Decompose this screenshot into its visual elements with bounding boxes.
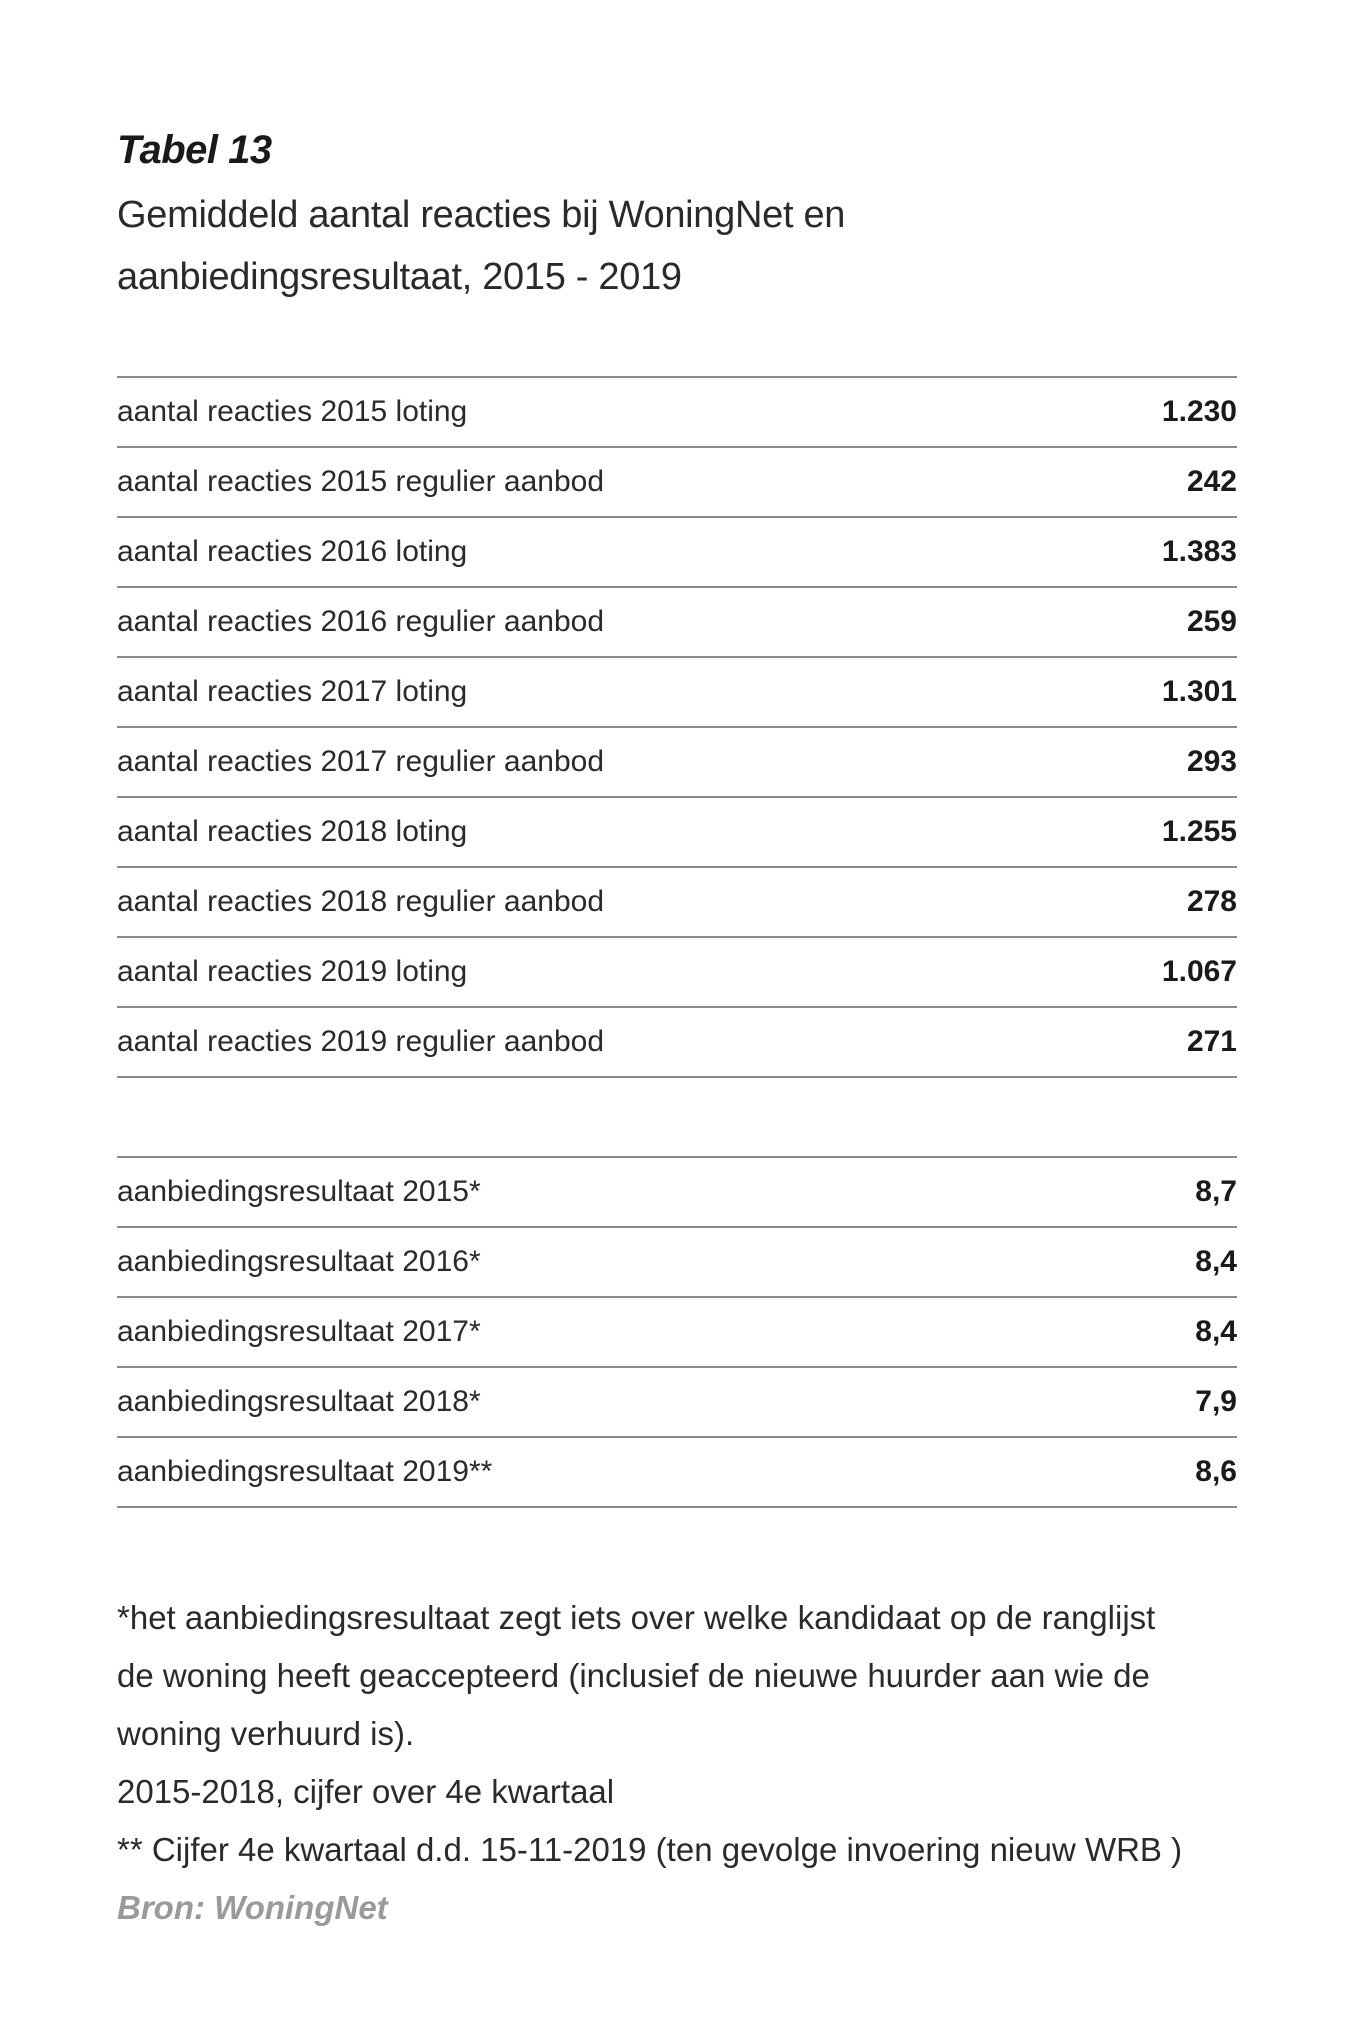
row-value: 1.067 — [1087, 937, 1237, 1007]
row-value: 1.301 — [1087, 657, 1237, 727]
source-credit: Bron: WoningNet — [117, 1889, 388, 1926]
table-row — [117, 587, 1237, 657]
row-label: aantal reacties 2016 loting — [117, 517, 1087, 587]
row-label: aantal reacties 2018 regulier aanbod — [117, 867, 1087, 937]
table-title-line-2: aanbiedingsresultaat, 2015 - 2019 — [117, 256, 682, 298]
table-row — [117, 1437, 1237, 1507]
row-value: 259 — [1087, 587, 1237, 657]
table-row — [117, 1007, 1237, 1077]
reacties-table — [117, 376, 1237, 1078]
aanbiedingsresultaat-table — [117, 1156, 1237, 1508]
row-value: 271 — [1087, 1007, 1237, 1077]
row-value: 8,6 — [1125, 1437, 1237, 1507]
footnote-line: ** Cijfer 4e kwartaal d.d. 15-11-2019 (ten gevolge invoering nieuw WRB ) — [117, 1831, 1183, 1868]
table-row — [117, 447, 1237, 517]
row-label: aanbiedingsresultaat 2016* — [117, 1227, 1125, 1297]
footnote-line: *het aanbiedingsresultaat zegt iets over welke kandidaat op de ranglijst — [117, 1599, 1156, 1636]
row-value: 278 — [1087, 867, 1237, 937]
row-value: 1.255 — [1087, 797, 1237, 867]
table-row — [117, 1157, 1237, 1227]
row-value: 8,7 — [1125, 1157, 1237, 1227]
row-label: aanbiedingsresultaat 2015* — [117, 1157, 1125, 1227]
row-value: 293 — [1087, 727, 1237, 797]
row-value: 8,4 — [1125, 1297, 1237, 1367]
row-value: 8,4 — [1125, 1227, 1237, 1297]
footnote-line: de woning heeft geaccepteerd (inclusief de nieuwe huurder aan wie de — [117, 1657, 1150, 1694]
table-row — [117, 377, 1237, 447]
footnote-line: 2015-2018, cijfer over 4e kwartaal — [117, 1773, 615, 1810]
table-row — [117, 797, 1237, 867]
table-row — [117, 727, 1237, 797]
table-row — [117, 1297, 1237, 1367]
footnote-line: woning verhuurd is). — [117, 1715, 415, 1752]
row-value: 1.383 — [1087, 517, 1237, 587]
table-number: Tabel 13 — [117, 128, 272, 172]
row-label: aantal reacties 2017 regulier aanbod — [117, 727, 1087, 797]
row-label: aantal reacties 2017 loting — [117, 657, 1087, 727]
row-label: aanbiedingsresultaat 2018* — [117, 1367, 1125, 1437]
row-value: 1.230 — [1087, 377, 1237, 447]
row-label: aanbiedingsresultaat 2019** — [117, 1437, 1125, 1507]
table-title-line-1: Gemiddeld aantal reacties bij WoningNet en — [117, 194, 846, 236]
footnotes — [117, 1589, 1237, 1937]
table-row — [117, 937, 1237, 1007]
table-row — [117, 1367, 1237, 1437]
table-row — [117, 1227, 1237, 1297]
row-value: 7,9 — [1125, 1367, 1237, 1437]
row-value: 242 — [1087, 447, 1237, 517]
row-label: aanbiedingsresultaat 2017* — [117, 1297, 1125, 1367]
table-row — [117, 657, 1237, 727]
table-row — [117, 867, 1237, 937]
row-label: aantal reacties 2015 loting — [117, 377, 1087, 447]
table-title — [117, 184, 1117, 308]
row-label: aantal reacties 2016 regulier aanbod — [117, 587, 1087, 657]
row-label: aantal reacties 2019 loting — [117, 937, 1087, 1007]
table-row — [117, 517, 1237, 587]
row-label: aantal reacties 2015 regulier aanbod — [117, 447, 1087, 517]
row-label: aantal reacties 2018 loting — [117, 797, 1087, 867]
row-label: aantal reacties 2019 regulier aanbod — [117, 1007, 1087, 1077]
